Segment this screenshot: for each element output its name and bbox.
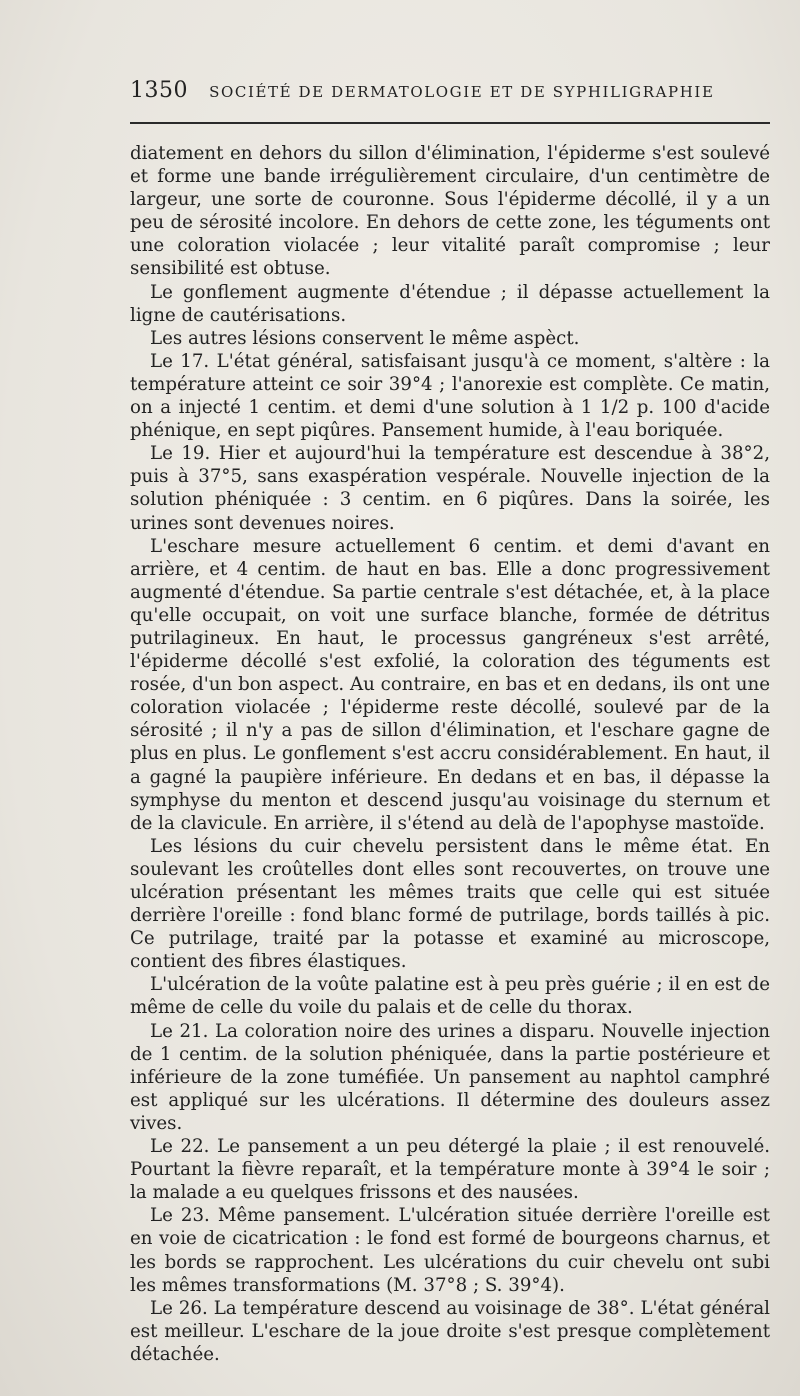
page-header (130, 78, 770, 108)
paragraph: Le 17. L'état général, satisfaisant jusqu'à ce moment, s'altère : la température atteint ce soir 39°4 ; l'anorexie est complète. Ce matin, on a injecté 1 centim. et demi d'une solution à 1 1/2 p. 100 d'acide phénique, en sept piqûres. Pansement humide, à l'eau boriquée. (130, 350, 770, 442)
paragraph: Le 21. La coloration noire des urines a disparu. Nouvelle injection de 1 centim. de la solution phéniquée, dans la partie postérieure et inférieure de la zone tuméfiée. Un pansement au naphtol camphré est appliqué sur les ulcérations. Il détermine des douleurs assez vives. (130, 1020, 770, 1134)
paragraph: L'ulcération de la voûte palatine est à peu près guérie ; il en est de même de celle du voile du palais et de celle du thorax. (130, 974, 770, 1019)
paragraph: Le 22. Le pansement a un peu détergé la plaie ; il est renouvelé. Pourtant la fièvre reparaît, et la température monte à 39°4 le soir ; la malade a eu quelques frissons et des nausées. (130, 1136, 770, 1204)
body-text (130, 142, 770, 1366)
paragraph: Le 19. Hier et aujourd'hui la température est descendue à 38°2, puis à 37°5, sans exaspération vespérale. Nouvelle injection de la solution phéniquée : 3 centim. en 6 piqûres. Dans la soirée, les urines sont devenues noires. (130, 443, 770, 534)
paragraph: Les lésions du cuir chevelu persistent dans le même état. En soulevant les croûtelles dont elles sont recouvertes, on trouve une ulcération présentant les mêmes traits que celle qui est située derrière l'oreille : fond blanc formé de putrilage, bords taillés à pic. Ce putrilage, traité par la potasse et examiné au microscope, contient des fibres élastiques. (130, 835, 770, 973)
page-number: 1350 (130, 78, 188, 103)
paragraph: Le 26. La température descend au voisinage de 38°. L'état général est meilleur. L'eschare de la joue droite s'est presque complètement détachée. (130, 1297, 770, 1365)
header-rule (130, 122, 770, 124)
paragraph: L'eschare mesure actuellement 6 centim. et demi d'avant en arrière, et 4 centim. de haut en bas. Elle a donc progressivement augmenté d'étendue. Sa partie centrale s'est détachée, et, à la place qu'elle occupait, on voit une surface blanche, formée de détritus putrilagineux. En haut, le processus gangréneux s'est arrêté, l'épiderme décollé s'est exfolié, la coloration des téguments est rosée, d'un bon aspect. Au contraire, en bas et en dedans, ils ont une coloration violacée ; l'épiderme reste décollé, soulevé par de la sérosité ; il n'y a pas de sillon d'élimination, et l'eschare gagne de plus en plus. Le gonflement s'est accru considérablement. En haut, il a gagné la paupière inférieure. En dedans et en bas, il dépasse la symphyse du menton et descend jusqu'au voisinage du sternum et de la clavicule. En arrière, il s'étend au delà de l'apophyse mastoïde. (130, 535, 770, 834)
paragraph: Le 23. Même pansement. L'ulcération située derrière l'oreille est en voie de cicatrication : le fond est formé de bourgeons charnus, et les bords se rapprochent. Les ulcérations du cuir chevelu ont subi les mêmes transformations (M. 37°8 ; S. 39°4). (130, 1205, 770, 1296)
paragraph: Les autres lésions conservent le même aspèct. (150, 327, 580, 349)
paragraph: Le gonflement augmente d'étendue ; il dépasse actuellement la ligne de cautérisations. (130, 281, 770, 326)
running-head: SOCIÉTÉ DE DERMATOLOGIE ET DE SYPHILIGRAPHIE (209, 83, 715, 101)
paragraph: diatement en dehors du sillon d'élimination, l'épiderme s'est soulevé et forme une bande irrégulièrement circulaire, d'un centimètre de largeur, une sorte de couronne. Sous l'épiderme décollé, il y a un peu de sérosité incolore. En dehors de cette zone, les téguments ont une coloration violacée ; leur vitalité paraît compromise ; leur sensibilité est obtuse. (130, 143, 770, 280)
